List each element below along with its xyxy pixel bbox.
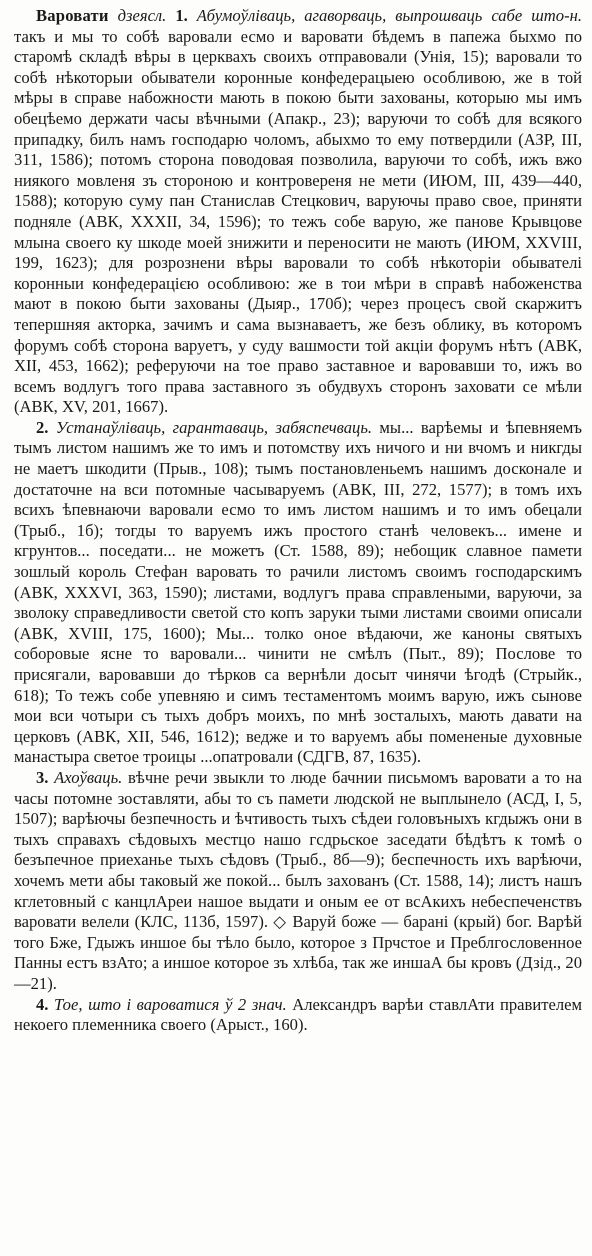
sense-3-paragraph: [14, 768, 582, 995]
sense-4-number: 4.: [36, 994, 49, 1014]
sense-1-number: 1.: [175, 6, 188, 25]
sense-3-text: вѣчне речи звыкли то люде бачнии письмомъ варовати а то на часы потомне зоставляти, абы то съ памети людской не выплынело (АСД, I, 5, 1507); варѣючы безпечность и ѣчтивость тыхъ сѣдеи головъныхъ кгдыжъ они в тыхъ справахъ сѣдовыхъ местцо нашо гсдрьское заседати бѣдѣтъ к томѣ о безъпечное приеханье тыхъ сѣдовъ (Трыб., 8б—9); беспечность ихъ варѣючи, хочемъ мети абы таковый же покой... былъ захованъ (Ст. 1588, 14); листъ нашъ кглетовный с канцлАреи нашое выдати и оным ее от всАкихъ небеспеченствъ варовати велели (КЛС, 113б, 1597). ◇ Варуй боже — барані (крый) бог. Варѣй того Бже, Гдыжъ иншое бы тѣло было, которое з Прчстое и Преблгословенное Панны естъ взАто; а иншое которое зъ хлѣба, так же иншаА бы кровъ (Дзід., 20—21).: [14, 767, 582, 993]
sense-2-text: мы... варѣемы и ѣпевняемъ тымъ листом нашимъ же то имъ и потомству ихъ ничого и ни вчомъ и никгды не маетъ шкодити (Прыв., 108); тымъ постановленьемъ нашимъ досконале и достаточне на вси потомные часываруемъ (АВК, III, 272, 1577); в томъ ихъ всихъ ѣпевнаючи варовали есмо то имъ листом нашимъ и то имъ обецали (Трыб., 1б); тогды то варуемъ ижъ простого станѣ человекъ... имене и кгрунтов... поседати... не можетъ (Ст. 1588, 89); небощик славное памети зошлый король Стефан варовать то рачили листомъ своимъ господарскимъ (АВК, XXXVI, 363, 1590); листами, водлугъ права справлеными, варуючи, за зволоку справедливости светой сто копъ заруки тыми листами своими описали (АВК, XVIII, 175, 1600); Мы... толко оное вѣдаючи, же каноны святыхъ соборовые ясне то варовали... чинити не смѣлъ (Пыт., 89); Послове то присягали, варовавши до тѣрков са вернѣли досыт чинячи ѣгодѣ (Стрыйк., 618); То тежъ собе упевняю и симъ тестаментомъ моимъ варую, ижъ сынове мои вси чотыри съ тыхъ добръ моихъ, по мнѣ зосталыхъ, мають давати на церковъ (АВК, XII, 546, 1612); ведже и то варуемъ абы помененые духовные манастыра светое троицы ...опатровали (СДГВ, 87, 1635).: [14, 417, 582, 767]
sense-2-paragraph: [14, 418, 582, 768]
sense-1-text: такъ и мы то собѣ варовали есмо и варовати бѣдемъ в папежа быхмо по старомѣ складѣ вѣры в церквахъ своихъ отправовали (Унія, 15); варовали то собѣ нѣкоторыи обыватели коронные конфедерацыею особливою, же в той мѣры в справе набожности мають в покою быти захованы, которыю мы имъ обецѣемо держати часы вѣчными (Апакр., 23); варуючи то собѣ для всякого припадку, билъ намъ господарю чоломъ, абыхмо то ему потвердили (АЗР, III, 311, 1586); потомъ сторона поводовая позволила, варуючи то собѣ, ижъ вжо ниякого мовленя зъ стороною и контровереня не мети (ИЮМ, III, 439—440, 1588); которую суму пан Станислав Стецкович, варуючы право свое, приняти подняле (АВК, XXXII, 34, 1596); то тежъ собе варую, же панове Крывцове млына своего ку шкоде моей знижити и переносити не мають (ИЮМ, XXVIII, 199, 1623); для розрознени вѣры варовали то собѣ нѣкоторіи обывателі коронныи конфедерацією особливою: же в тои мѣри в справѣ набоженства мают в покою быти захованы (Дыяр., 170б); через процесъ свой скаржитъ тепершняя акторка, зачимъ и сама вызнаваетъ, же безъ облику, въ которомъ форумъ собѣ сторона варуетъ, у суду вашмости той акціи форумъ нѣтъ (АВК, XII, 453, 1662); реферуючи на тое право заставное и варовавши то, ижъ во всемъ водлугъ того права заставного зъ обудвухъ сторонъ заховати се мѣли (АВК, XV, 201, 1667).: [14, 26, 582, 417]
headword: Варовати: [36, 6, 109, 25]
part-of-speech: дзеясл.: [117, 6, 167, 25]
sense-1-paragraph: [14, 6, 582, 418]
sense-3-gloss: Ахоўваць.: [54, 767, 123, 787]
sense-4-gloss: Тое, што і вароватися ў 2 знач.: [54, 994, 287, 1014]
sense-4-text: Александръ варѣи ставлАти правителем некоего племенника своего (Арыст., 160).: [14, 994, 582, 1035]
sense-2-number: 2.: [36, 417, 49, 437]
sense-3-number: 3.: [36, 767, 49, 787]
sense-1-gloss: Абумоўліваць, агаворваць, выпрошваць сабе што-н.: [196, 6, 582, 25]
sense-2-gloss: Устанаўліваць, гарантаваць, забяспечваць.: [55, 417, 373, 437]
sense-4-paragraph: [14, 995, 582, 1036]
